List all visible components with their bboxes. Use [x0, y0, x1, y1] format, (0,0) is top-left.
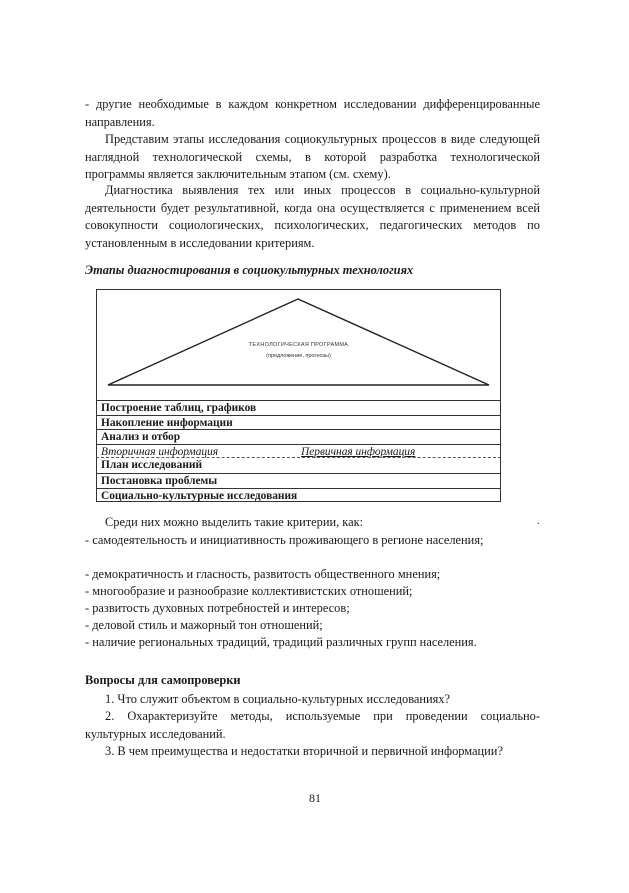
question-item: 2. Охарактеризуйте методы, используемые при проведении социально-культурных исследований.	[85, 709, 540, 741]
diagram-rows	[96, 400, 501, 502]
primary-info-label: Первичная информация	[301, 445, 416, 458]
diagram-row: Накопление информации	[96, 415, 501, 430]
diagram-row: Построение таблиц, графиков	[96, 400, 501, 415]
triangle-shape	[96, 289, 501, 389]
questions-heading: Вопросы для самопроверки	[85, 673, 241, 687]
triangle-title: ТЕХНОЛОГИЧЕСКАЯ ПРОГРАММА	[248, 342, 349, 348]
criteria-item: - наличие региональных традиций, традиций различных групп населения.	[85, 635, 477, 649]
criteria-item: - демократичность и гласность, развитость общественного мнения;	[85, 567, 441, 581]
question-item: 3. В чем преимущества и недостатки вторичной и первичной информации?	[105, 744, 503, 758]
criteria-item: - многообразие и разнообразие коллективистских отношений;	[85, 584, 413, 598]
diagram-caption: Этапы диагностирования в социокультурных технологиях	[85, 263, 414, 277]
stages-diagram	[96, 289, 501, 514]
page-number: 81	[309, 791, 321, 805]
paragraph-intro-1: - другие необходимые в каждом конкретном исследовании дифференцированные направления.	[85, 97, 540, 129]
diagram-row: Социально-культурные исследования	[96, 488, 501, 503]
stray-dot: .	[537, 516, 540, 527]
diagram-row: План исследований	[96, 458, 501, 473]
triangle-subtitle: (предложение, прогнозы)	[266, 353, 331, 359]
diagram-row: Анализ и отбор	[96, 429, 501, 444]
criteria-item: - деловой стиль и мажорный тон отношений;	[85, 618, 323, 632]
paragraph-intro-2: Представим этапы исследования социокультурных процессов в виде следующей наглядной технологической схемы, в которой разработка технологической программы является заключительным этапом (см. схему).	[85, 132, 540, 181]
criteria-intro: Среди них можно выделить такие критерии, как:	[105, 515, 364, 529]
diagram-row-split	[96, 444, 501, 459]
criteria-item: - развитость духовных потребностей и интересов;	[85, 601, 350, 615]
criteria-item: - самодеятельность и инициативность проживающего в регионе населения;	[85, 533, 484, 547]
question-item: 1. Что служит объектом в социально-культурных исследованиях?	[105, 692, 451, 706]
diagram-row: Постановка проблемы	[96, 473, 501, 488]
paragraph-intro-3: Диагностика выявления тех или иных процессов в социально-культурной деятельности будет результативной, когда она осуществляется с применением всей совокупности социологических, психологических, педагогических методов по установленным в исследовании критериям.	[85, 183, 540, 250]
secondary-info-label: Вторичная информация	[101, 445, 219, 458]
